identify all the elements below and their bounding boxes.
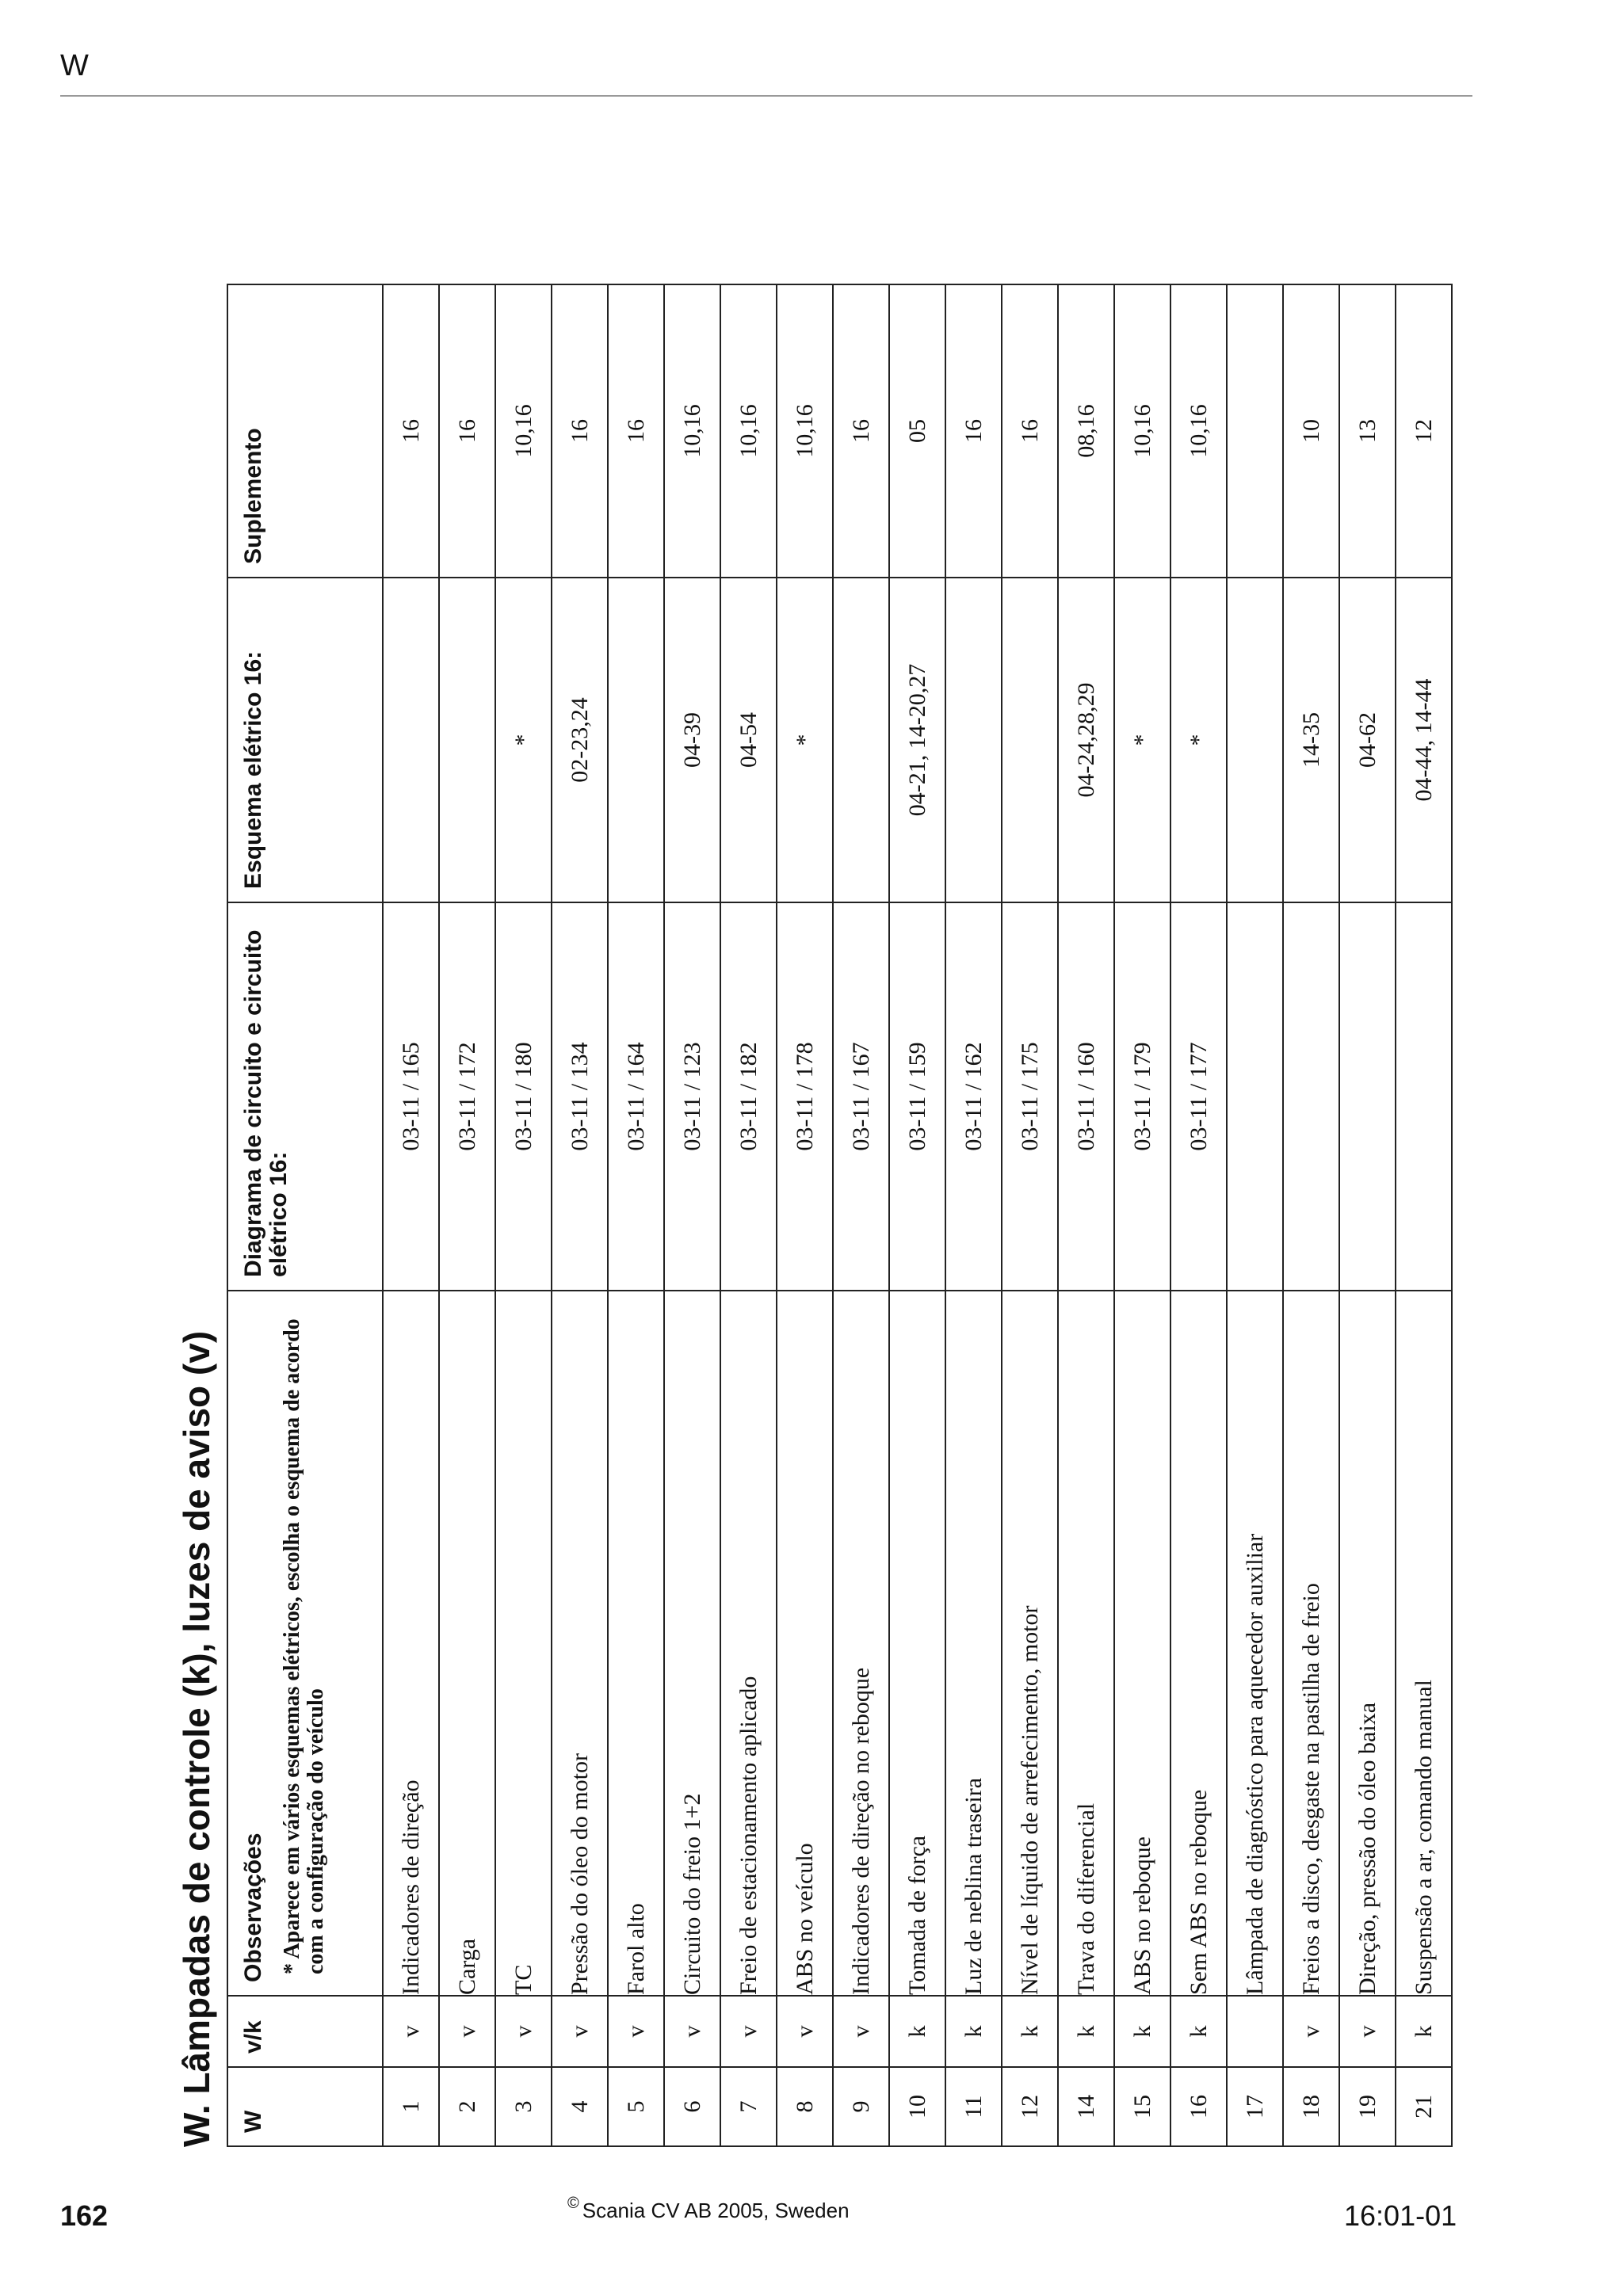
table-row <box>945 284 1002 2146</box>
cell-w: 17 <box>1227 2067 1283 2146</box>
cell-suplemento: 10,16 <box>777 284 833 578</box>
cell-diagrama: 03-11 / 182 <box>720 902 777 1291</box>
table-row <box>1058 284 1114 2146</box>
cell-suplemento: 16 <box>439 284 495 578</box>
table-row <box>1396 284 1452 2146</box>
table-row <box>1283 284 1339 2146</box>
cell-vk <box>1227 1996 1283 2067</box>
table-row <box>1227 284 1283 2146</box>
cell-diagrama: 03-11 / 165 <box>383 902 439 1291</box>
cell-observacao: Trava do diferencial <box>1058 1291 1114 1996</box>
cell-esquema: 04-62 <box>1339 578 1396 902</box>
copyright-text: Scania CV AB 2005, Sweden <box>582 2199 850 2222</box>
cell-w: 12 <box>1002 2067 1058 2146</box>
cell-esquema: * <box>1170 578 1227 902</box>
cell-diagrama: 03-11 / 177 <box>1170 902 1227 1291</box>
cell-suplemento: 16 <box>833 284 889 578</box>
cell-observacao: Tomada de força <box>889 1291 945 1996</box>
page-number: 162 <box>60 2199 109 2232</box>
cell-diagrama: 03-11 / 167 <box>833 902 889 1291</box>
header-vk: v/k <box>227 1996 383 2067</box>
cell-esquema: 04-21, 14-20,27 <box>889 578 945 902</box>
cell-observacao: Pressão do óleo do motor <box>552 1291 608 1996</box>
cell-observacao: Indicadores de direção no reboque <box>833 1291 889 1996</box>
cell-observacao: Carga <box>439 1291 495 1996</box>
header-divider <box>60 95 1472 97</box>
cell-esquema <box>439 578 495 902</box>
cell-w: 16 <box>1170 2067 1227 2146</box>
cell-observacao: Indicadores de direção <box>383 1291 439 1996</box>
cell-w: 9 <box>833 2067 889 2146</box>
cell-diagrama: 03-11 / 164 <box>608 902 664 1291</box>
copyright-symbol: © <box>567 2195 579 2212</box>
cell-suplemento: 10,16 <box>495 284 552 578</box>
document-code: 16:01-01 <box>1344 2199 1457 2232</box>
cell-vk: k <box>945 1996 1002 2067</box>
table-row <box>383 284 439 2146</box>
cell-suplemento <box>1227 284 1283 578</box>
cell-vk: v <box>1339 1996 1396 2067</box>
cell-diagrama <box>1227 902 1283 1291</box>
table-row <box>1170 284 1227 2146</box>
cell-diagrama: 03-11 / 134 <box>552 902 608 1291</box>
cell-w: 10 <box>889 2067 945 2146</box>
cell-suplemento: 10 <box>1283 284 1339 578</box>
cell-esquema: * <box>1114 578 1170 902</box>
cell-w: 5 <box>608 2067 664 2146</box>
cell-w: 18 <box>1283 2067 1339 2146</box>
cell-diagrama: 03-11 / 159 <box>889 902 945 1291</box>
cell-vk: k <box>1058 1996 1114 2067</box>
cell-vk: v <box>439 1996 495 2067</box>
table-row <box>1002 284 1058 2146</box>
cell-diagrama: 03-11 / 123 <box>664 902 720 1291</box>
cell-suplemento: 10,16 <box>664 284 720 578</box>
header-observacoes-label: Observações <box>240 1833 266 1982</box>
cell-suplemento: 13 <box>1339 284 1396 578</box>
header-observacoes-note: * Aparece em vários esquemas elétricos, escolha o esquema de acordo com a configuração do veículo <box>279 1318 329 1974</box>
cell-esquema <box>1227 578 1283 902</box>
table-row <box>608 284 664 2146</box>
cell-vk: k <box>1002 1996 1058 2067</box>
table-row <box>664 284 720 2146</box>
cell-vk: v <box>383 1996 439 2067</box>
cell-vk: v <box>608 1996 664 2067</box>
cell-w: 15 <box>1114 2067 1170 2146</box>
cell-w: 2 <box>439 2067 495 2146</box>
table-row <box>439 284 495 2146</box>
cell-diagrama: 03-11 / 179 <box>1114 902 1170 1291</box>
cell-observacao: Luz de neblina traseira <box>945 1291 1002 1996</box>
cell-esquema: * <box>495 578 552 902</box>
cell-vk: k <box>1170 1996 1227 2067</box>
header-w: W <box>227 2067 383 2146</box>
page-title: W. Lâmpadas de controle (k), luzes de aviso (v) <box>176 1330 217 2147</box>
header-observacoes <box>227 1291 383 1996</box>
cell-esquema <box>383 578 439 902</box>
cell-w: 4 <box>552 2067 608 2146</box>
cell-vk: v <box>552 1996 608 2067</box>
rotated-table-page <box>166 285 1466 2147</box>
cell-diagrama: 03-11 / 178 <box>777 902 833 1291</box>
table-row <box>777 284 833 2146</box>
cell-vk: v <box>664 1996 720 2067</box>
cell-w: 1 <box>383 2067 439 2146</box>
cell-esquema: 14-35 <box>1283 578 1339 902</box>
cell-w: 11 <box>945 2067 1002 2146</box>
cell-diagrama: 03-11 / 160 <box>1058 902 1114 1291</box>
cell-observacao: ABS no reboque <box>1114 1291 1170 1996</box>
cell-observacao: Direção, pressão do óleo baixa <box>1339 1291 1396 1996</box>
cell-observacao: Farol alto <box>608 1291 664 1996</box>
table-row <box>1339 284 1396 2146</box>
cell-observacao: Freios a disco, desgaste na pastilha de freio <box>1283 1291 1339 1996</box>
cell-esquema: * <box>777 578 833 902</box>
cell-observacao: Lâmpada de diagnóstico para aquecedor auxiliar <box>1227 1291 1283 1996</box>
cell-esquema <box>833 578 889 902</box>
cell-suplemento: 16 <box>608 284 664 578</box>
cell-suplemento: 10,16 <box>720 284 777 578</box>
cell-esquema: 04-39 <box>664 578 720 902</box>
table-row <box>1114 284 1170 2146</box>
cell-vk: v <box>495 1996 552 2067</box>
cell-vk: k <box>889 1996 945 2067</box>
cell-diagrama: 03-11 / 180 <box>495 902 552 1291</box>
cell-diagrama <box>1283 902 1339 1291</box>
cell-esquema <box>945 578 1002 902</box>
cell-vk: k <box>1396 1996 1452 2067</box>
cell-vk: v <box>1283 1996 1339 2067</box>
cell-vk: v <box>777 1996 833 2067</box>
table-header-row <box>227 284 383 2146</box>
cell-suplemento: 12 <box>1396 284 1452 578</box>
cell-suplemento: 16 <box>945 284 1002 578</box>
cell-diagrama: 03-11 / 162 <box>945 902 1002 1291</box>
cell-esquema: 02-23,24 <box>552 578 608 902</box>
cell-vk: k <box>1114 1996 1170 2067</box>
cell-suplemento: 16 <box>552 284 608 578</box>
cell-w: 7 <box>720 2067 777 2146</box>
table-row <box>495 284 552 2146</box>
cell-observacao: Freio de estacionamento aplicado <box>720 1291 777 1996</box>
cell-w: 14 <box>1058 2067 1114 2146</box>
copyright-notice <box>567 2195 850 2223</box>
cell-diagrama <box>1339 902 1396 1291</box>
table-row <box>889 284 945 2146</box>
cell-vk: v <box>720 1996 777 2067</box>
cell-suplemento: 10,16 <box>1170 284 1227 578</box>
cell-esquema <box>1002 578 1058 902</box>
cell-w: 6 <box>664 2067 720 2146</box>
section-letter: W <box>60 49 89 82</box>
cell-w: 8 <box>777 2067 833 2146</box>
cell-diagrama <box>1396 902 1452 1291</box>
cell-observacao: Nível de líquido de arrefecimento, motor <box>1002 1291 1058 1996</box>
cell-vk: v <box>833 1996 889 2067</box>
cell-esquema <box>608 578 664 902</box>
cell-observacao: TC <box>495 1291 552 1996</box>
table-row <box>833 284 889 2146</box>
header-diagrama: Diagrama de circuito e circuito elétrico 16: <box>227 902 383 1291</box>
cell-observacao: ABS no veículo <box>777 1291 833 1996</box>
cell-suplemento: 10,16 <box>1114 284 1170 578</box>
warning-lamps-table <box>227 284 1453 2147</box>
cell-w: 3 <box>495 2067 552 2146</box>
cell-w: 21 <box>1396 2067 1452 2146</box>
cell-esquema: 04-44, 14-44 <box>1396 578 1452 902</box>
table-row <box>720 284 777 2146</box>
cell-suplemento: 05 <box>889 284 945 578</box>
cell-observacao: Suspensão a ar, comando manual <box>1396 1291 1452 1996</box>
cell-observacao: Sem ABS no reboque <box>1170 1291 1227 1996</box>
cell-suplemento: 16 <box>383 284 439 578</box>
cell-diagrama: 03-11 / 172 <box>439 902 495 1291</box>
cell-esquema: 04-54 <box>720 578 777 902</box>
header-esquema: Esquema elétrico 16: <box>227 578 383 902</box>
cell-suplemento: 08,16 <box>1058 284 1114 578</box>
cell-observacao: Circuito do freio 1+2 <box>664 1291 720 1996</box>
table-row <box>552 284 608 2146</box>
header-suplemento: Suplemento <box>227 284 383 578</box>
cell-diagrama: 03-11 / 175 <box>1002 902 1058 1291</box>
cell-esquema: 04-24,28,29 <box>1058 578 1114 902</box>
cell-suplemento: 16 <box>1002 284 1058 578</box>
cell-w: 19 <box>1339 2067 1396 2146</box>
